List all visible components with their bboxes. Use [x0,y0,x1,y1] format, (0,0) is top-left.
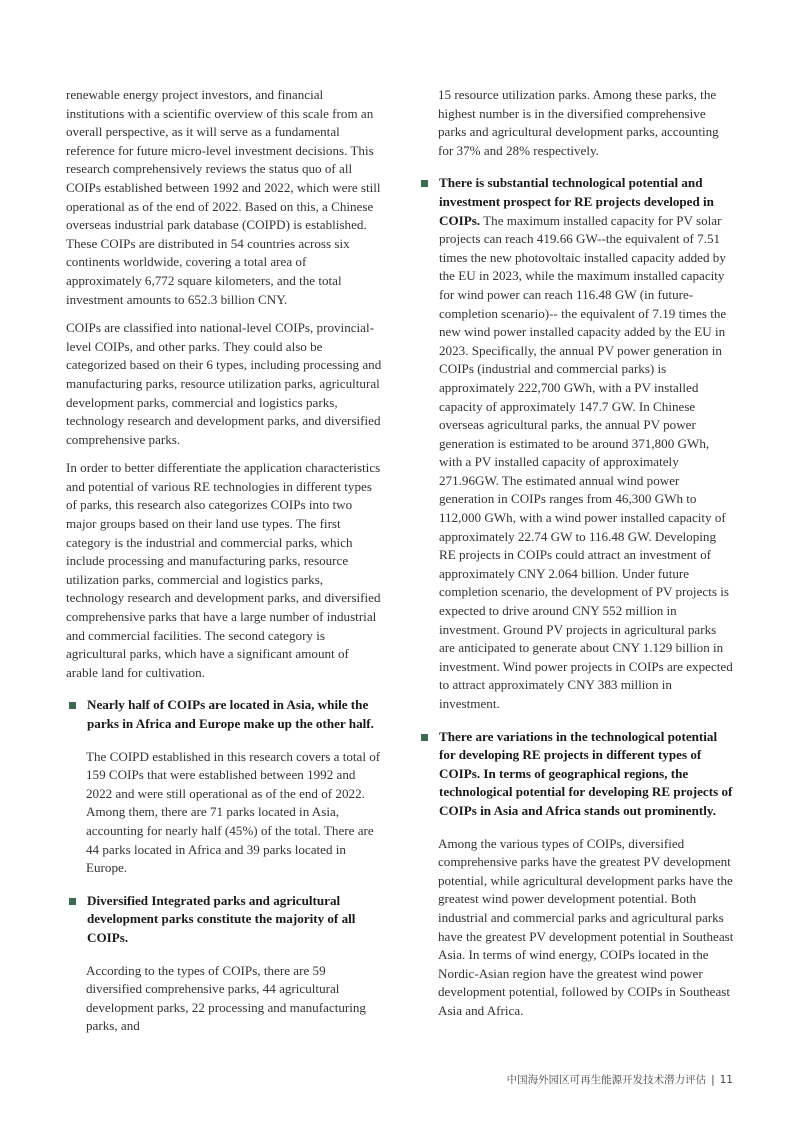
paragraph: 15 resource utilization parks. Among these parks, the highest number is in the diversified comprehensive parks and agricultural development parks, accounting for 37% and 28% respectively. [438,87,719,158]
square-bullet-icon [69,702,76,709]
bullet-heading: Nearly half of COIPs are located in Asia, while the parks in Africa and Europe make up the other half. [87,697,374,731]
bullet-item [66,892,384,948]
bullet-paragraph: Among the various types of COIPs, diversified comprehensive parks have the greatest PV development potential, while agricultural development parks have the greatest wind power development potential. Both industrial and commercial parks and agricultural parks have the greatest PV development potential in Southeast Asia. In terms of wind energy, COIPs located in the Nordic-Asian region have the greatest wind power development potential, followed by COIPs in Southeast Asia and Africa. [438,835,734,1018]
square-bullet-icon [421,734,428,741]
bullet-paragraph: According to the types of COIPs, there are 59 diversified comprehensive parks, 44 agricultural development parks, 22 processing and manufacturing parks, and [86,962,366,1034]
footer-title: 中国海外园区可再生能源开发技术潜力评估 [506,1074,707,1086]
footer-separator: | [711,1074,715,1086]
bullet-paragraph: The COIPD established in this research covers a total of 159 COIPs that were established between 1992 and 2022 and were still operational as of the end of 2022. Among them, there are 71 parks located in Asia, accounting for nearly half (45%) of the total. There are 44 parks located in Africa and 39 parks located in Europe. [86,748,381,876]
paragraph: In order to better differentiate the application characteristics and potential of various RE technologies in different types of parks, this research also categorizes COIPs into two major groups based on their land use types. The first category is the industrial and commercial parks, which include processing and manufacturing parks, resource utilization parks, commercial and logistics parks, technology research and development parks, and diversified comprehensive parks that have a large number of industrial and commercial facilities. The second category is agricultural parks, which have a significant amount of arable land for cultivation. [66,460,381,680]
right-column [418,86,734,1031]
bullet-heading: There is substantial technological potential and investment prospect for RE projects developed in COIPs. [439,175,714,228]
bullet-item [418,174,734,713]
bullet-item [66,696,384,733]
left-column [66,86,384,1046]
page-footer [507,1072,733,1087]
paragraph: renewable energy project investors, and financial institutions with a scientific overview of this scale from an overall perspective, as it will serve as a fundamental reference for future micro-level investment decisions. This research comprehensively reviews the status quo of all COIPs established between 1992 and 2022, which were still operational as of the end of 2022. Based on this, a Chinese overseas industrial park database (COIPD) is established. These COIPs are distributed in 54 countries across six continents worldwide, covering a total area of approximately 6,772 square kilometers, and the total investment amounts to 652.3 billion CNY. [66,87,381,307]
page-number: 11 [719,1074,733,1086]
square-bullet-icon [421,180,428,187]
square-bullet-icon [69,898,76,905]
bullet-heading: There are variations in the technological potential for developing RE projects in different types of COIPs. In terms of geographical regions, the technological potential for developing RE projects of COIPs in Asia and Africa stands out prominently. [439,728,733,818]
bullet-text: The maximum installed capacity for PV solar projects can reach 419.66 GW--the equivalent of 7.51 times the new photovoltaic installed capacity added by the EU in 2023, while the maximum installed capacity for wind power can reach 116.48 GW (in future-completion scenario)-- the equivalent of 7.19 times the new wind power installed capacity added by the EU in 2023. Specifically, the annual PV power generation in COIPs (industrial and commercial parks) is approximately 222,700 GWh, with a PV installed capacity of approximately 147.7 GW. In Chinese overseas agricultural parks, the annual PV power generation is estimated to be around 371,800 GWh, with a PV installed capacity of approximately 271.96GW. The estimated annual wind power generation in COIPs ranges from 46,300 GWh to 112,000 GWh, with a wind power installed capacity of approximately 22.74 GW to 116.48 GW. Developing RE projects in COIPs could attract an investment of approximately CNY 2.064 billion. Under future completion scenario, the development of PV projects is expected to drive around CNY 552 million in investment. Ground PV projects in agricultural parks are anticipated to generate about CNY 1.129 billion in investment. Wind power projects in COIPs are expected to attract approximately CNY 383 million in investment. [439,212,733,711]
bullet-item [418,728,734,821]
bullet-heading: Diversified Integrated parks and agricultural development parks constitute the majority of all COIPs. [87,892,356,945]
paragraph: COIPs are classified into national-level COIPs, provincial-level COIPs, and other parks. They could also be categorized based on their 6 types, including processing and manufacturing parks, resource utilization parks, agricultural development parks, commercial and logistics parks, technology research and development parks, and diversified comprehensive parks. [66,320,382,447]
